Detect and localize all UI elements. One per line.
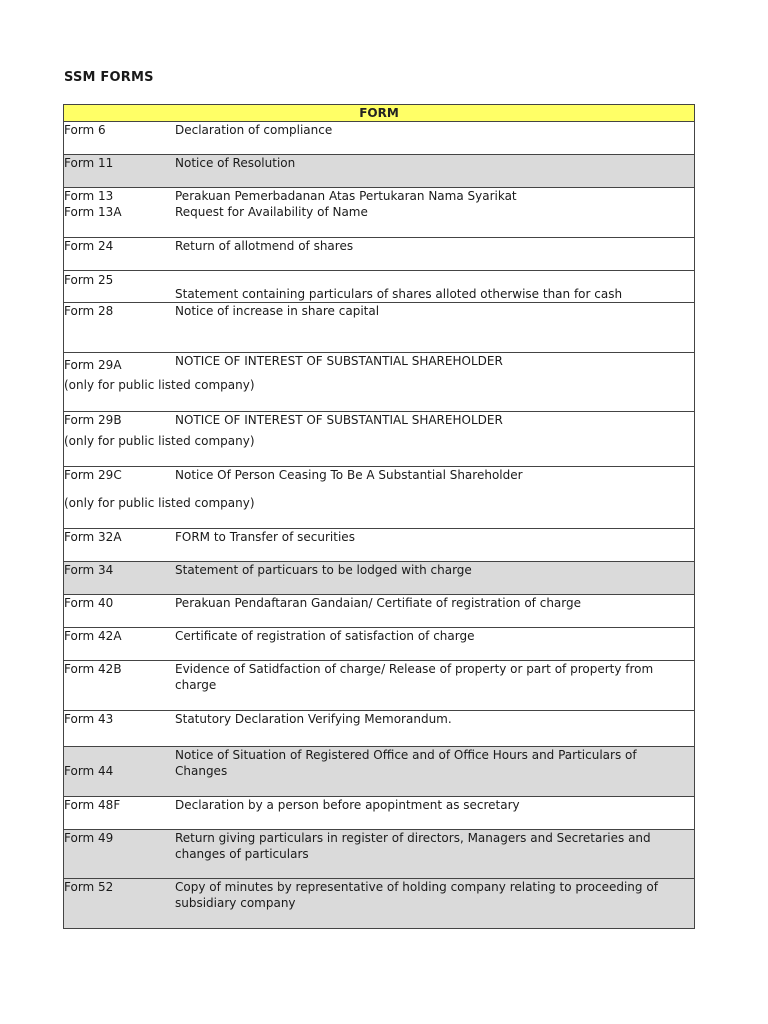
form-number: Form 25 [64, 273, 114, 287]
page-title: SSM FORMS [64, 70, 154, 85]
table-row [64, 595, 694, 628]
table-row [64, 879, 694, 928]
form-description: NOTICE OF INTEREST OF SUBSTANTIAL SHAREHOLDER [175, 413, 503, 427]
form-description: Statement of particuars to be lodged with charge [175, 563, 472, 577]
forms-table [63, 104, 695, 929]
form-description: Perakuan Pendaftaran Gandaian/ Certifiate of registration of charge [175, 596, 582, 610]
form-note: (only for public listed company) [64, 434, 255, 448]
form-number: Form 32A [64, 530, 122, 544]
table-row [64, 155, 694, 188]
form-description: Declaration of compliance [175, 123, 333, 137]
form-number: Form 42B [64, 662, 122, 676]
form-number: Form 48F [64, 798, 121, 812]
form-description: Perakuan Pemerbadanan Atas Pertukaran Nama Syarikat [175, 189, 517, 203]
form-description: Notice of Situation of Registered Office and of Office Hours and Particulars of Changes [175, 748, 637, 778]
form-number: Form 24 [64, 239, 114, 253]
form-description: Notice of Resolution [175, 156, 296, 170]
table-row [64, 467, 694, 529]
form-note: (only for public listed company) [64, 378, 255, 392]
form-number: Form 44 [64, 764, 114, 778]
table-row [64, 747, 694, 797]
table-row [64, 303, 694, 353]
table-row [64, 188, 694, 238]
form-number: Form 29C [64, 468, 122, 482]
form-number: Form 13 [64, 189, 114, 203]
table-row [64, 238, 694, 271]
table-row [64, 661, 694, 711]
table-row [64, 122, 694, 155]
form-description: Declaration by a person before apopintment as secretary [175, 798, 520, 812]
table-row [64, 529, 694, 562]
form-number: Form 6 [64, 123, 106, 137]
form-number: Form 43 [64, 712, 114, 726]
form-description: FORM to Transfer of securities [175, 530, 355, 544]
form-description: NOTICE OF INTEREST OF SUBSTANTIAL SHAREHOLDER [175, 354, 503, 368]
form-description: Return of allotmend of shares [175, 239, 354, 253]
form-number: Form 42A [64, 629, 122, 643]
table-row [64, 830, 694, 879]
form-note: (only for public listed company) [64, 496, 255, 510]
form-description: Statutory Declaration Verifying Memorandum. [175, 712, 452, 726]
form-number: Form 13A [64, 205, 122, 219]
form-number: Form 29B [64, 413, 122, 427]
table-row [64, 711, 694, 747]
table-row [64, 797, 694, 830]
form-description: Notice of increase in share capital [175, 304, 380, 318]
form-description: Return giving particulars in register of directors, Managers and Secretaries and changes of particulars [175, 831, 651, 861]
form-description: Certificate of registration of satisfaction of charge [175, 629, 475, 643]
form-description: Statement containing particulars of shares alloted otherwise than for cash [175, 287, 623, 301]
table-row [64, 562, 694, 595]
form-number: Form 49 [64, 831, 114, 845]
form-description: Evidence of Satidfaction of charge/ Release of property or part of property from charge [175, 662, 654, 692]
form-number: Form 52 [64, 880, 114, 894]
table-row [64, 353, 694, 412]
table-row [64, 271, 694, 303]
table-row [64, 628, 694, 661]
form-number: Form 28 [64, 304, 114, 318]
table-row [64, 412, 694, 467]
form-description: Notice Of Person Ceasing To Be A Substantial Shareholder [175, 468, 523, 482]
form-number: Form 40 [64, 596, 114, 610]
table-header: FORM [64, 105, 694, 122]
form-number: Form 11 [64, 156, 114, 170]
form-number: Form 29A [64, 358, 122, 372]
form-description: Request for Availability of Name [175, 205, 368, 219]
form-description: Copy of minutes by representative of holding company relating to proceeding of subsidiary company [175, 880, 658, 910]
form-number: Form 34 [64, 563, 114, 577]
